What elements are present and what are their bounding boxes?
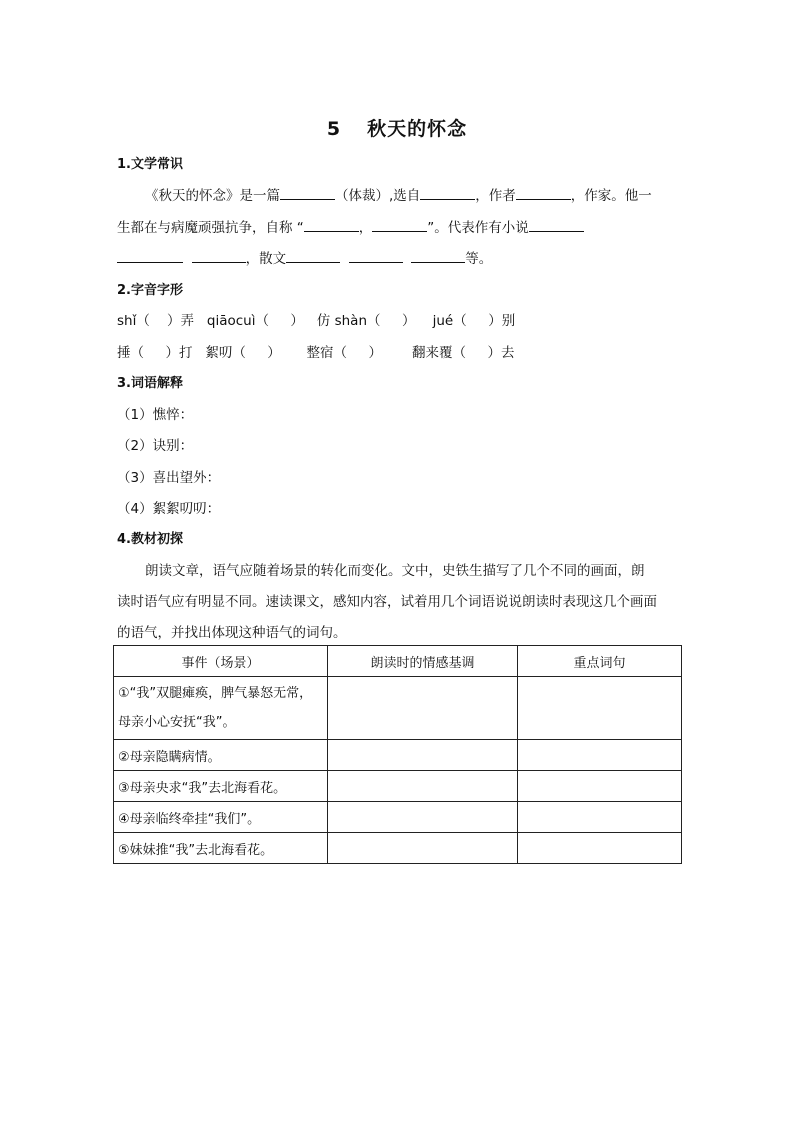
study-paragraph-line: 的语气，并找出体现这种语气的词句。: [117, 625, 347, 641]
page-title: [0, 114, 794, 141]
blank-prose-1[interactable]: [286, 248, 340, 263]
blank-prose-2[interactable]: [349, 248, 403, 263]
section-heading-text-study: 4.教材初探: [117, 532, 183, 547]
section-heading-vocabulary: 3.词语解释: [117, 376, 183, 391]
blank-author[interactable]: [516, 185, 571, 200]
blank-novel-3[interactable]: [192, 248, 246, 263]
blank-novel-2[interactable]: [117, 248, 183, 263]
key-phrase-cell[interactable]: [518, 677, 682, 740]
vocab-item: （3）喜出望外：: [117, 470, 221, 486]
tone-cell[interactable]: [328, 677, 518, 740]
key-phrase-cell[interactable]: [518, 802, 682, 833]
vocab-item: （2）诀别：: [117, 438, 194, 454]
scene-cell: ②母亲隐瞒病情。: [114, 740, 328, 771]
text-fragment: ，作者: [475, 188, 516, 204]
key-phrase-cell[interactable]: [518, 833, 682, 864]
section-heading-pronunciation: 2.字音字形: [117, 283, 183, 298]
key-phrase-cell[interactable]: [518, 740, 682, 771]
blank-novel-1[interactable]: [529, 217, 584, 232]
table-row: [114, 833, 682, 864]
text-fragment: 等。: [465, 251, 493, 267]
literature-line-2: [117, 216, 584, 236]
table-row: [114, 677, 682, 740]
table-row: [114, 802, 682, 833]
blank-self-title-1[interactable]: [304, 217, 359, 232]
scene-cell: ①“我”双腿瘫痪，脾气暴怒无常，母亲小心安抚“我”。: [114, 677, 328, 740]
pronunciation-row-2: 捶（ ）打 絮叨（ ） 整宿（ ） 翻来覆（ ）去: [117, 345, 515, 361]
literature-line-1: [145, 184, 652, 204]
table-header-row: [114, 646, 682, 677]
vocab-item: （1）憔悴：: [117, 407, 194, 423]
blank-self-title-2[interactable]: [372, 217, 427, 232]
study-paragraph-line: 读时语气应有明显不同。速读课文，感知内容，试着用几个词语说说朗读时表现这几个画面: [117, 594, 657, 610]
column-header-tone: 朗读时的情感基调: [328, 646, 518, 677]
literature-line-3: [117, 247, 492, 267]
text-fragment: ，作家。他一: [570, 188, 652, 204]
lesson-title: 秋天的怀念: [367, 118, 468, 140]
lesson-number: 5: [326, 118, 342, 140]
text-fragment: 生都在与病魔顽强抗争，自称 “: [117, 220, 304, 236]
scene-table: [113, 645, 682, 864]
scene-cell: ③母亲央求“我”去北海看花。: [114, 771, 328, 802]
tone-cell[interactable]: [328, 802, 518, 833]
blank-prose-3[interactable]: [411, 248, 465, 263]
table-row: [114, 740, 682, 771]
text-fragment: ，散文: [245, 251, 287, 267]
column-header-key-phrases: 重点词句: [518, 646, 682, 677]
text-fragment: ，: [358, 220, 373, 236]
vocab-item: （4）絮絮叨叨：: [117, 501, 221, 517]
study-paragraph-line: 朗读文章，语气应随着场景的转化而变化。文中，史铁生描写了几个不同的画面，朗: [145, 563, 645, 579]
tone-cell[interactable]: [328, 771, 518, 802]
blank-source[interactable]: [420, 185, 475, 200]
tone-cell[interactable]: [328, 833, 518, 864]
tone-cell[interactable]: [328, 740, 518, 771]
blank-genre[interactable]: [280, 185, 335, 200]
column-header-scene: 事件（场景）: [114, 646, 328, 677]
scene-cell: ④母亲临终牵挂“我们”。: [114, 802, 328, 833]
text-fragment: （体裁）,选自: [335, 188, 421, 204]
key-phrase-cell[interactable]: [518, 771, 682, 802]
pronunciation-row-1: shǐ（ ）弄 qiāocuì（ ） 仿 shàn（ ） jué（ ）别: [117, 313, 516, 329]
scene-cell: ⑤妹妹推“我”去北海看花。: [114, 833, 328, 864]
section-heading-literature: 1.文学常识: [117, 157, 183, 172]
text-fragment: 《秋天的怀念》是一篇: [145, 188, 280, 204]
table-row: [114, 771, 682, 802]
text-fragment: ”。代表作有小说: [427, 220, 529, 236]
